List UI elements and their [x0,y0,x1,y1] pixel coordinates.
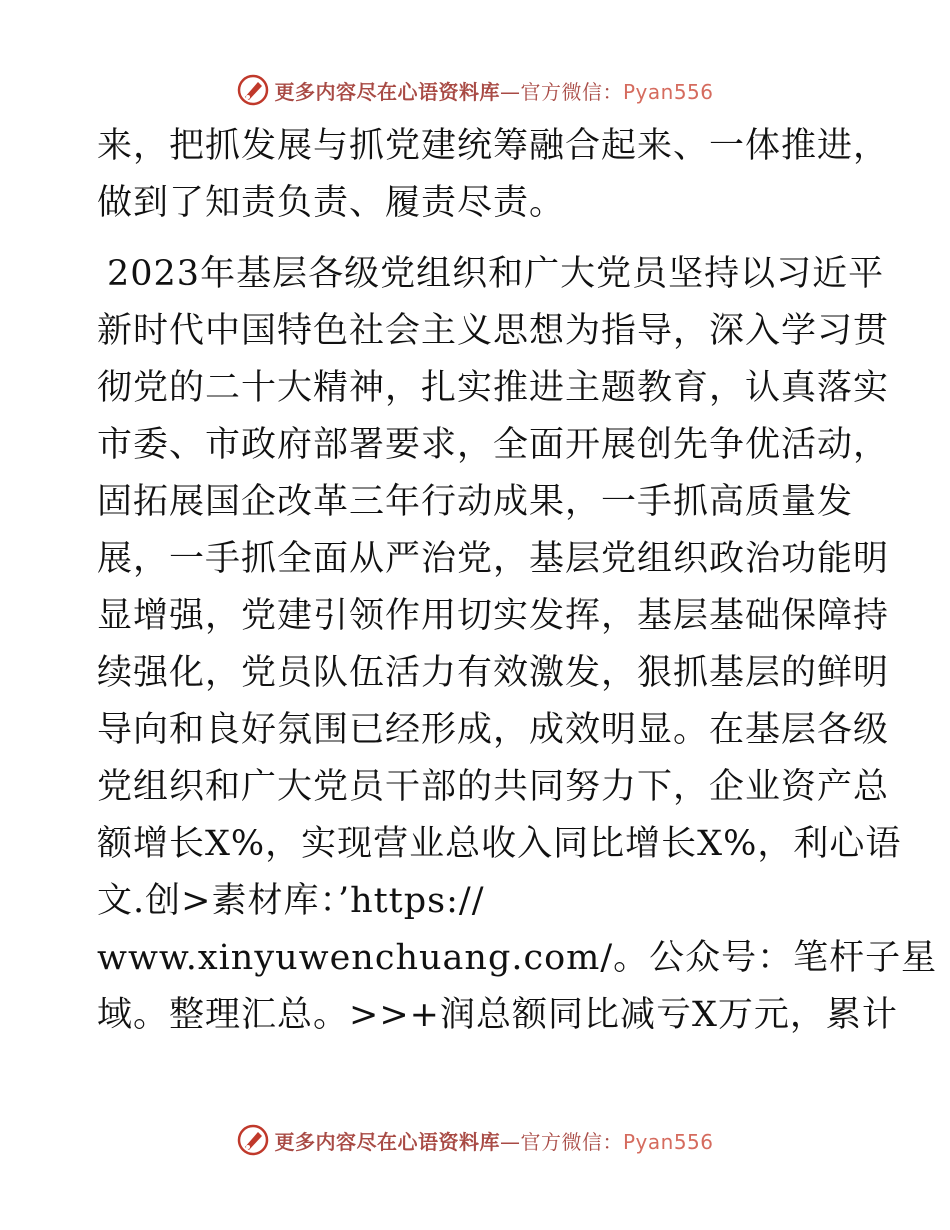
banner-site-name: 更多内容尽在心语资料库 [274,1129,500,1154]
text-line: 续强化，党员队伍活力有效激发，狠抓基层的鲜明 [97,653,890,693]
footer-banner [0,1120,950,1160]
header-banner [0,70,950,110]
paragraph-1 [97,118,890,232]
text-line: 市委、市政府部署要求，全面开展创先争优活动， [97,425,890,465]
text-line: 新时代中国特色社会主义思想为指导，深入学习贯 [97,311,890,351]
text-line: 来，把抓发展与抓党建统筹融合起来、一体推进， [97,126,890,166]
text-line: 域。整理汇总。>>+润总额同比减亏X万元，累计 [97,995,898,1035]
text-line: 固拓展国企改革三年行动成果，一手抓高质量发 [97,482,854,522]
text-line: 展，一手抓全面从严治党，基层党组织政治功能明 [97,539,890,579]
banner-wechat-label: —官方微信： [499,1129,623,1154]
text-line: 彻党的二十大精神，扎实推进主题教育，认真落实 [97,368,890,408]
text-line: 2023年基层各级党组织和广大党员坚持以习近平 [107,254,885,294]
banner-site-name: 更多内容尽在心语资料库 [274,79,500,104]
text-line: 文.创>素材库：’https:// [97,881,485,921]
text-line: 党组织和广大党员干部的共同努力下，企业资产总 [97,767,890,807]
banner-wechat-id: Pyan556 [622,79,714,104]
banner-text [274,1126,713,1155]
text-line: 做到了知责负责、履责尽责。 [97,183,566,223]
banner-wechat-label: —官方微信： [499,79,623,104]
text-line: 显增强，党建引领作用切实发挥，基层基础保障持 [97,596,890,636]
banner-wechat-id: Pyan556 [622,1129,714,1154]
text-line: www.xinyuwenchuang.com/。公众号：笔杆子星 [97,938,938,978]
text-line: 额增长X%，实现营业总收入同比增长X%，利心语 [97,824,902,864]
paragraph-2 [97,246,938,1044]
banner-text [274,76,713,105]
pen-nib-logo-icon [236,1123,270,1157]
pen-nib-logo-icon [236,73,270,107]
text-line: 导向和良好氛围已经形成，成效明显。在基层各级 [97,710,890,750]
document-body [97,118,938,1044]
